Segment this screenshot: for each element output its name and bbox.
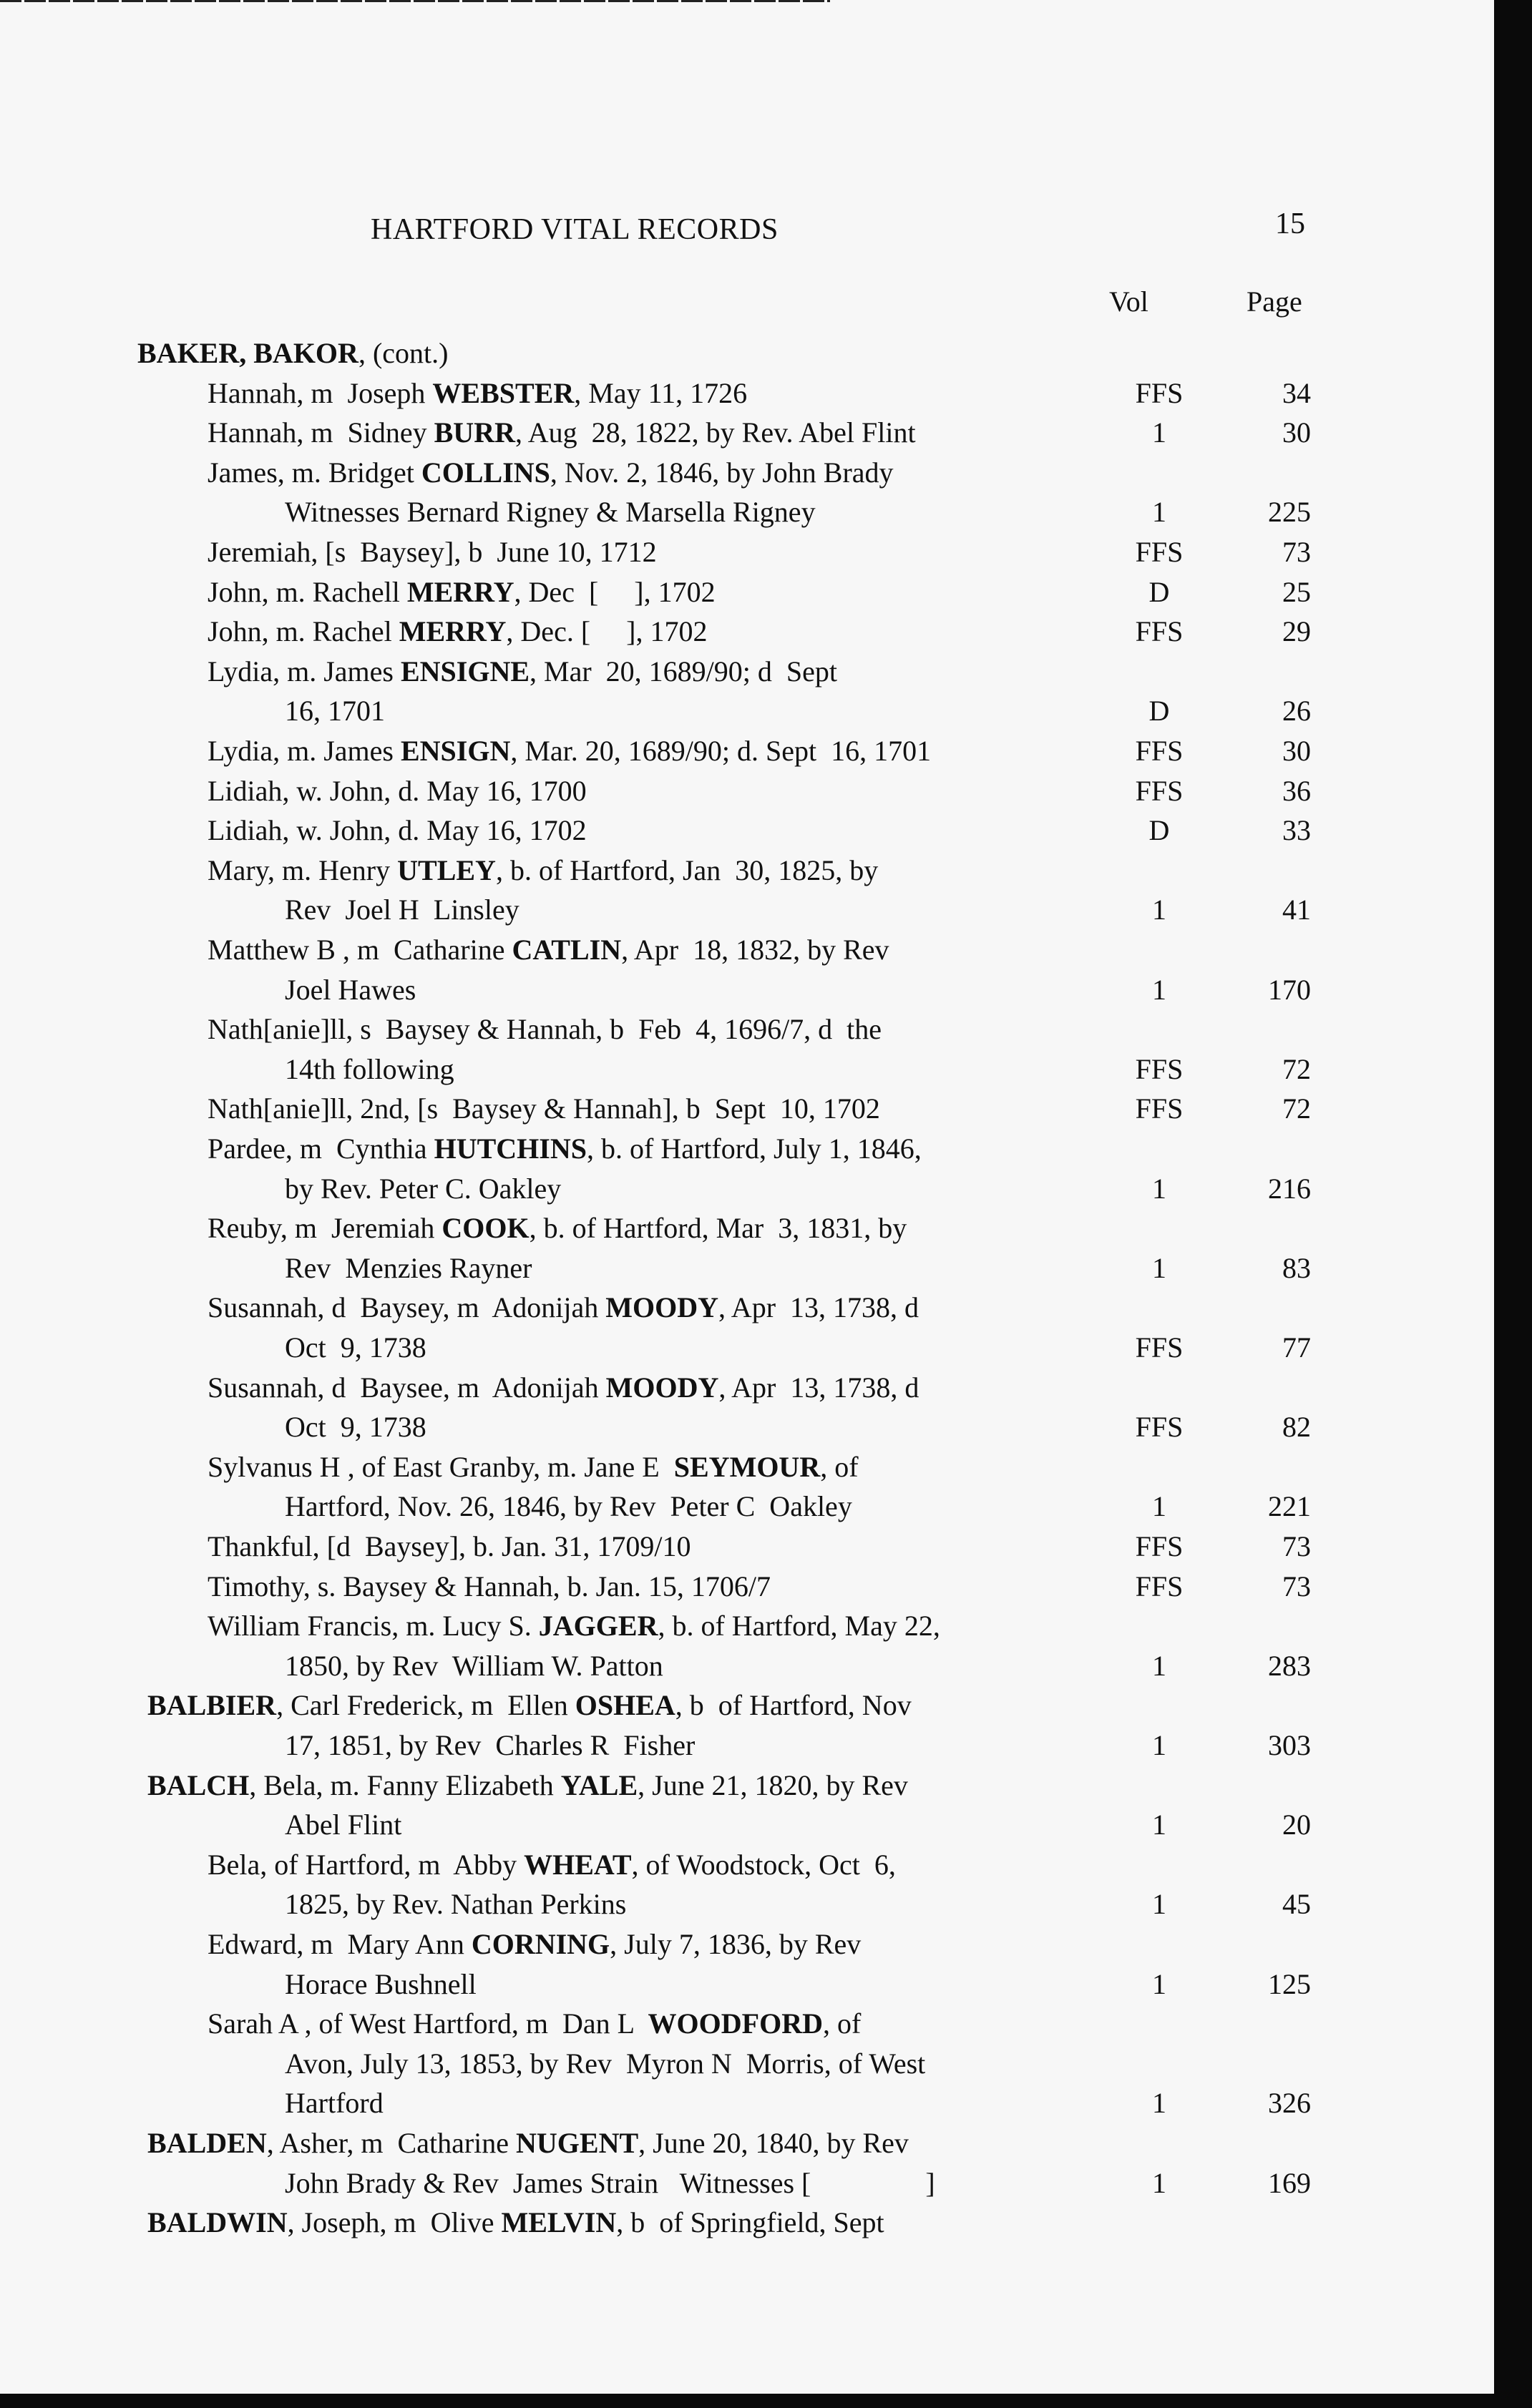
- record-text-segment: , of Woodstock, Oct 6,: [631, 1848, 896, 1881]
- record-text: [208, 1530, 691, 1563]
- record-text-segment: Lydia, m. James: [208, 655, 401, 687]
- volume-value: FFS: [1135, 376, 1184, 409]
- surname-bold: CATLIN: [512, 934, 622, 966]
- record-text-segment: 1825, by Rev. Nathan Perkins: [285, 1888, 627, 1921]
- page-value: 30: [1282, 735, 1311, 767]
- page-value: 72: [1282, 1092, 1311, 1125]
- record-text-segment: Sylvanus H , of East Granby, m. Jane E: [208, 1450, 674, 1483]
- record-continuation-line: [0, 1251, 1494, 1291]
- record-text-segment: Bela, of Hartford, m Abby: [208, 1848, 525, 1881]
- record-text-segment: , Aug 28, 1822, by Rev. Abel Flint: [514, 416, 916, 449]
- record-text-segment: , of: [822, 2007, 862, 2040]
- record-text-segment: 1850, by Rev William W. Patton: [285, 1649, 663, 1682]
- surname-bold: WEBSTER: [432, 376, 575, 409]
- surname-bold: ENSIGN: [400, 735, 511, 767]
- record-text: [285, 2047, 925, 2080]
- record-line: [0, 2007, 1494, 2047]
- page-value: 82: [1282, 1411, 1311, 1444]
- record-text: [285, 973, 416, 1007]
- volume-value: 1: [1152, 496, 1166, 529]
- record-line: [0, 1371, 1494, 1411]
- record-text-segment: Mary, m. Henry: [208, 853, 398, 886]
- record-text: [147, 2206, 884, 2239]
- record-text-segment: , May 11, 1726: [574, 376, 748, 409]
- record-text: [208, 1609, 940, 1643]
- page-value: 77: [1282, 1331, 1311, 1364]
- record-text: [285, 1808, 401, 1841]
- record-text-segment: John, m. Rachel: [208, 615, 399, 648]
- record-text-segment: , of: [820, 1450, 859, 1483]
- record-text-segment: Hannah, m Joseph: [208, 376, 433, 409]
- record-line: [0, 774, 1494, 814]
- record-text: [208, 376, 747, 410]
- record-text-segment: Oct 9, 1738: [285, 1331, 426, 1364]
- page-value: 33: [1282, 814, 1311, 847]
- record-text-segment: , (cont.): [358, 337, 449, 369]
- volume-value: FFS: [1135, 615, 1184, 648]
- page-value: 45: [1282, 1888, 1311, 1921]
- surname-bold: WOODFORD: [648, 2007, 823, 2040]
- page-value: 20: [1282, 1809, 1311, 1841]
- scan-top-edge: [0, 0, 830, 2]
- volume-value: 1: [1152, 1251, 1166, 1284]
- record-text-segment: , Apr 13, 1738, d: [718, 1371, 919, 1404]
- record-text-segment: Avon, July 13, 1853, by Rev Myron N Morris, of West: [285, 2047, 926, 2080]
- record-text-segment: , Apr 13, 1738, d: [718, 1291, 919, 1324]
- record-text-segment: , Joseph, m Olive: [287, 2206, 502, 2239]
- record-continuation-line: [0, 1967, 1494, 2007]
- record-text: [208, 1450, 859, 1484]
- record-text-segment: Susannah, d Baysey, m Adonijah: [208, 1291, 606, 1324]
- volume-value: FFS: [1135, 1331, 1184, 1364]
- record-text: [208, 1012, 882, 1046]
- record-text-segment: 14th following: [285, 1052, 454, 1085]
- page-value: 34: [1282, 376, 1311, 409]
- record-text: [208, 535, 657, 569]
- record-continuation-line: [0, 1410, 1494, 1450]
- record-text-segment: Susannah, d Baysee, m Adonijah: [208, 1371, 606, 1404]
- record-text-segment: Jeremiah, [s Baysey], b June 10, 1712: [208, 536, 657, 568]
- record-text-segment: , Mar 20, 1689/90; d Sept: [530, 655, 838, 687]
- page-value: 41: [1282, 894, 1311, 926]
- column-header-page: Page: [1246, 285, 1302, 318]
- record-text-segment: Joel Hawes: [285, 973, 416, 1006]
- record-continuation-line: [0, 2086, 1494, 2126]
- page-value: 30: [1282, 416, 1311, 449]
- record-text-segment: by Rev. Peter C. Oakley: [285, 1172, 562, 1205]
- page-value: 73: [1282, 1570, 1311, 1602]
- record-text: [208, 1211, 907, 1245]
- record-line: [0, 655, 1494, 695]
- record-text-segment: 16, 1701: [285, 695, 385, 728]
- surname-bold: JAGGER: [538, 1610, 658, 1643]
- record-text-segment: Sarah A , of West Hartford, m Dan L: [208, 2007, 648, 2040]
- record-text: [208, 416, 916, 449]
- record-line: [0, 1092, 1494, 1132]
- record-text: [208, 774, 587, 808]
- record-text: [285, 1410, 426, 1444]
- record-text: [285, 893, 519, 926]
- page-value: 83: [1282, 1251, 1311, 1284]
- volume-value: 1: [1152, 1172, 1166, 1205]
- record-text-segment: , June 20, 1840, by Rev: [638, 2127, 909, 2159]
- record-text: [208, 1092, 880, 1125]
- record-text-segment: William Francis, m. Lucy S.: [208, 1610, 539, 1643]
- volume-value: 1: [1152, 2166, 1166, 2199]
- record-text-segment: Nath[anie]ll, s Baysey & Hannah, b Feb 4, 1696/7, d the: [208, 1013, 882, 1046]
- record-text-segment: James, m. Bridget: [208, 456, 421, 489]
- page-value: 73: [1282, 1530, 1311, 1562]
- surname-bold: NUGENT: [516, 2127, 639, 2159]
- record-continuation-line: [0, 1172, 1494, 1212]
- record-text-segment: Thankful, [d Baysey], b. Jan. 31, 1709/10: [208, 1530, 691, 1562]
- surname-bold: MERRY: [399, 615, 507, 648]
- volume-value: FFS: [1135, 1530, 1184, 1562]
- surname-entry-line: [0, 1688, 1494, 1728]
- record-text: [147, 1688, 912, 1722]
- record-text: [285, 1728, 695, 1762]
- record-text-segment: John, m. Rachell: [208, 575, 407, 608]
- record-text-segment: Hartford, Nov. 26, 1846, by Rev Peter C Oakley: [285, 1490, 852, 1523]
- page-value: 283: [1268, 1649, 1311, 1682]
- volume-value: FFS: [1135, 735, 1184, 767]
- record-text: [137, 336, 448, 370]
- record-line: [0, 1132, 1494, 1172]
- volume-value: 1: [1152, 973, 1166, 1006]
- record-continuation-line: [0, 2166, 1494, 2206]
- record-text: [208, 1291, 919, 1324]
- page-value: 221: [1268, 1490, 1311, 1523]
- record-text: [285, 2166, 935, 2200]
- volume-value: 1: [1152, 1967, 1166, 2000]
- record-line: [0, 575, 1494, 615]
- record-text-segment: , b of Hartford, Nov: [675, 1689, 912, 1722]
- record-text: [285, 1052, 454, 1086]
- page-value: 125: [1268, 1967, 1311, 2000]
- record-text: [285, 1331, 426, 1364]
- record-line: [0, 1291, 1494, 1331]
- record-text-segment: , b. of Hartford, May 22,: [658, 1610, 940, 1643]
- surname-bold: BALBIER: [147, 1689, 277, 1722]
- surname-bold: YALE: [560, 1768, 638, 1801]
- record-text-segment: Rev Joel H Linsley: [285, 894, 519, 926]
- volume-value: FFS: [1135, 1570, 1184, 1602]
- page-number: 15: [1275, 207, 1305, 240]
- page-value: 169: [1268, 2166, 1311, 2199]
- volume-value: D: [1148, 814, 1170, 847]
- surname-bold: COOK: [441, 1212, 530, 1245]
- record-text: [208, 655, 837, 688]
- record-text-segment: Abel Flint: [285, 1809, 402, 1841]
- record-text-segment: , Bela, m. Fanny Elizabeth: [249, 1768, 561, 1801]
- record-continuation-line: [0, 893, 1494, 933]
- record-text-segment: Lidiah, w. John, d. May 16, 1702: [208, 814, 587, 847]
- record-continuation-line: [0, 1489, 1494, 1530]
- surname-bold: BURR: [434, 416, 515, 449]
- record-continuation-line: [0, 1808, 1494, 1848]
- record-text-segment: , Carl Frederick, m Ellen: [276, 1689, 575, 1722]
- record-text: [285, 495, 816, 529]
- record-text-segment: , Dec [ ], 1702: [514, 575, 716, 608]
- page-value: 36: [1282, 774, 1311, 807]
- record-text-segment: Matthew B , m Catharine: [208, 934, 512, 966]
- record-text-segment: , July 7, 1836, by Rev: [610, 1928, 862, 1960]
- record-text: [285, 1887, 626, 1921]
- page-value: 216: [1268, 1172, 1311, 1205]
- surname-bold: ENSIGNE: [400, 655, 530, 687]
- record-text: [285, 1251, 532, 1285]
- surname-bold: WHEAT: [524, 1848, 632, 1881]
- record-text-segment: Timothy, s. Baysey & Hannah, b. Jan. 15, 1706/7: [208, 1570, 771, 1602]
- record-text-segment: , b. of Hartford, Jan 30, 1825, by: [495, 853, 879, 886]
- volume-value: FFS: [1135, 774, 1184, 807]
- page-value: 303: [1268, 1729, 1311, 1761]
- record-continuation-line: [0, 1887, 1494, 1927]
- record-line: [0, 734, 1494, 774]
- volume-value: FFS: [1135, 1411, 1184, 1444]
- page-value: 326: [1268, 2087, 1311, 2120]
- record-text: [208, 734, 931, 768]
- page-value: 29: [1282, 615, 1311, 648]
- record-line: [0, 1927, 1494, 1967]
- record-text-segment: Lydia, m. James: [208, 735, 401, 767]
- running-title: HARTFORD VITAL RECORDS: [371, 213, 779, 246]
- record-text: [208, 1570, 771, 1603]
- record-text-segment: , Asher, m Catharine: [266, 2127, 517, 2159]
- surname-bold: MELVIN: [501, 2206, 617, 2239]
- record-text: [208, 456, 894, 489]
- surname-bold: MOODY: [605, 1291, 719, 1324]
- record-text-segment: Reuby, m Jeremiah: [208, 1212, 442, 1245]
- page-value: 72: [1282, 1052, 1311, 1085]
- record-continuation-line: [0, 1331, 1494, 1371]
- record-text: [147, 2126, 909, 2160]
- record-text-segment: , June 21, 1820, by Rev: [638, 1768, 908, 1801]
- page-value: 170: [1268, 973, 1311, 1006]
- record-line: [0, 615, 1494, 655]
- record-line: [0, 813, 1494, 853]
- record-text-segment: , Dec. [ ], 1702: [506, 615, 708, 648]
- record-text-segment: Hannah, m Sidney: [208, 416, 434, 449]
- record-continuation-line: [0, 1649, 1494, 1689]
- surname-entry-line: [0, 1768, 1494, 1809]
- surname-entry-line: [0, 336, 1494, 376]
- record-text-segment: Pardee, m Cynthia: [208, 1132, 434, 1165]
- surname-bold: MOODY: [605, 1371, 719, 1404]
- record-line: [0, 535, 1494, 575]
- surname-bold: BALDEN: [147, 2127, 267, 2159]
- record-continuation-line: [0, 694, 1494, 734]
- record-text-segment: Horace Bushnell: [285, 1967, 477, 2000]
- volume-value: D: [1148, 575, 1170, 608]
- record-text: [285, 1489, 852, 1523]
- record-line: [0, 1570, 1494, 1610]
- volume-value: D: [1148, 695, 1170, 728]
- record-text-segment: Witnesses Bernard Rigney & Marsella Rigney: [285, 496, 816, 529]
- record-line: [0, 1609, 1494, 1649]
- record-text: [208, 1371, 919, 1404]
- surname-bold: BAKER, BAKOR: [137, 337, 358, 369]
- record-text: [147, 1768, 908, 1802]
- record-text: [208, 1132, 922, 1165]
- record-line: [0, 1450, 1494, 1490]
- surname-bold: COLLINS: [421, 456, 550, 489]
- record-text: [285, 1649, 663, 1683]
- record-text: [208, 575, 716, 609]
- record-text: [208, 2007, 861, 2040]
- volume-value: 1: [1152, 2087, 1166, 2120]
- record-text-segment: , Nov. 2, 1846, by John Brady: [550, 456, 894, 489]
- page-value: 26: [1282, 695, 1311, 728]
- record-text: [285, 694, 385, 728]
- record-line: [0, 376, 1494, 416]
- record-text-segment: 17, 1851, by Rev Charles R Fisher: [285, 1729, 696, 1761]
- record-text: [208, 615, 707, 648]
- record-text-segment: Edward, m Mary Ann: [208, 1928, 472, 1960]
- record-continuation-line: [0, 1052, 1494, 1092]
- volume-value: FFS: [1135, 1052, 1184, 1085]
- record-text: [285, 2086, 384, 2120]
- page-value: 73: [1282, 536, 1311, 568]
- record-text-segment: , Apr 18, 1832, by Rev: [621, 934, 889, 966]
- record-text: [208, 1848, 896, 1881]
- record-line: [0, 1012, 1494, 1052]
- record-text-segment: , b. of Hartford, Mar 3, 1831, by: [529, 1212, 907, 1245]
- record-line: [0, 1848, 1494, 1888]
- record-text-segment: Rev Menzies Rayner: [285, 1251, 532, 1284]
- surname-bold: OSHEA: [575, 1689, 675, 1722]
- record-text-segment: Lidiah, w. John, d. May 16, 1700: [208, 774, 587, 807]
- record-continuation-line: [0, 495, 1494, 535]
- record-text: [208, 853, 878, 887]
- volume-value: 1: [1152, 1809, 1166, 1841]
- record-text-segment: , Mar. 20, 1689/90; d. Sept 16, 1701: [510, 735, 932, 767]
- record-text-segment: , b. of Hartford, July 1, 1846,: [587, 1132, 922, 1165]
- volume-value: 1: [1152, 1490, 1166, 1523]
- record-text: [285, 1967, 477, 2001]
- record-continuation-line: [0, 2047, 1494, 2087]
- surname-entry-line: [0, 2206, 1494, 2246]
- record-text: [208, 933, 889, 966]
- record-text-segment: Nath[anie]ll, 2nd, [s Baysey & Hannah], b Sept 10, 1702: [208, 1092, 880, 1125]
- volume-value: 1: [1152, 1729, 1166, 1761]
- surname-bold: UTLEY: [397, 853, 496, 886]
- record-text-segment: John Brady & Rev James Strain Witnesses [ ]: [285, 2166, 935, 2199]
- surname-bold: MERRY: [406, 575, 514, 608]
- record-line: [0, 933, 1494, 973]
- surname-bold: SEYMOUR: [673, 1450, 821, 1483]
- record-line: [0, 456, 1494, 496]
- volume-value: 1: [1152, 894, 1166, 926]
- volume-value: 1: [1152, 1888, 1166, 1921]
- page-value: 225: [1268, 496, 1311, 529]
- record-text: [208, 1927, 861, 1961]
- volume-value: FFS: [1135, 536, 1184, 568]
- surname-bold: BALDWIN: [147, 2206, 288, 2239]
- surname-bold: CORNING: [471, 1928, 610, 1960]
- volume-value: FFS: [1135, 1092, 1184, 1125]
- record-line: [0, 1211, 1494, 1251]
- volume-value: 1: [1152, 1649, 1166, 1682]
- record-text-segment: , b of Springfield, Sept: [616, 2206, 884, 2239]
- page-value: 25: [1282, 575, 1311, 608]
- surname-bold: HUTCHINS: [434, 1132, 587, 1165]
- surname-bold: BALCH: [147, 1768, 250, 1801]
- record-line: [0, 416, 1494, 456]
- record-text-segment: Hartford: [285, 2087, 384, 2120]
- column-header-vol: Vol: [1109, 285, 1148, 318]
- record-text-segment: Oct 9, 1738: [285, 1411, 426, 1444]
- record-text: [208, 813, 587, 847]
- volume-value: 1: [1152, 416, 1166, 449]
- record-continuation-line: [0, 1728, 1494, 1768]
- record-line: [0, 1530, 1494, 1570]
- surname-entry-line: [0, 2126, 1494, 2166]
- record-line: [0, 853, 1494, 894]
- record-text: [285, 1172, 561, 1205]
- record-continuation-line: [0, 973, 1494, 1013]
